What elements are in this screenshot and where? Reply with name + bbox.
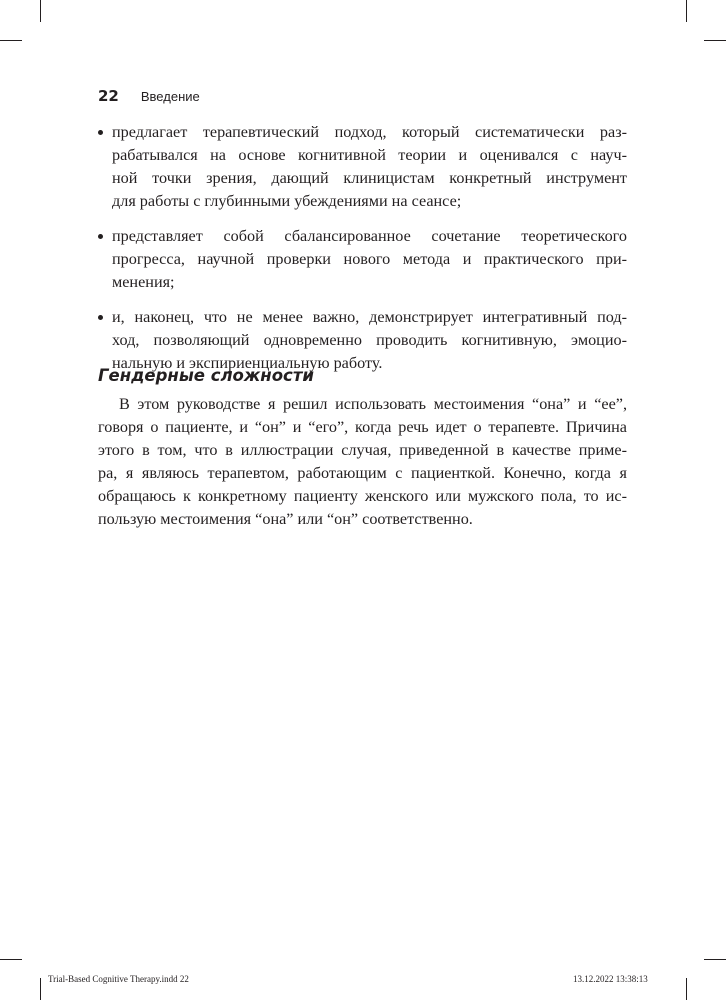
- crop-mark-bottom-left: [40, 978, 41, 1000]
- text-line: представляет собой сбалансированное сочетание теоретического: [112, 227, 627, 245]
- list-item: [112, 121, 627, 213]
- page-number: 22: [98, 87, 119, 105]
- text-line: нальную и экспириенциальную работу.: [112, 354, 383, 372]
- file-slug: Trial-Based Cognitive Therapy.indd 22: [48, 974, 189, 984]
- list-item: [112, 225, 627, 294]
- bullet-icon: [98, 234, 103, 239]
- text-line: рабатывался на основе когнитивной теории и оценивался с науч-: [112, 146, 627, 164]
- bullet-icon: [98, 315, 103, 320]
- bullet-icon: [98, 130, 103, 135]
- body-paragraph: [98, 393, 627, 531]
- date-slug: 13.12.2022 13:38:13: [573, 974, 648, 984]
- text-line: ра, я являюсь терапевтом, работающим с пациенткой. Конечно, когда я: [98, 464, 627, 482]
- running-head: Введение: [140, 89, 200, 104]
- text-line: прогресса, научной проверки нового метода и практического при-: [112, 250, 627, 268]
- section-heading: Гендерные сложности: [98, 366, 314, 385]
- crop-mark-bottom-right: [686, 978, 687, 1000]
- text-line: ход, позволяющий одновременно проводить когнитивную, эмоцио-: [112, 331, 627, 349]
- text-line: этого в том, что в иллюстрации случая, приведенной в качестве приме-: [98, 441, 627, 459]
- text-line: менения;: [112, 273, 175, 291]
- text-line: предлагает терапевтический подход, который систематически раз-: [112, 123, 627, 141]
- text-line: говоря о пациенте, и “он” и “его”, когда речь идет о терапевте. Причина: [98, 418, 627, 436]
- crop-mark-right-top: [704, 40, 726, 41]
- list-item: [112, 306, 627, 375]
- crop-mark-left-top: [0, 40, 22, 41]
- text-line: и, наконец, что не менее важно, демонстрирует интегративный под-: [112, 308, 627, 326]
- crop-mark-top-left: [40, 0, 41, 22]
- crop-mark-right-bottom: [704, 959, 726, 960]
- page-header: [98, 87, 200, 105]
- bullet-list: [112, 121, 627, 387]
- text-line: для работы с глубинными убеждениями на сеансе;: [112, 192, 462, 210]
- crop-mark-left-bottom: [0, 959, 22, 960]
- text-line: В этом руководстве я решил использовать местоимения “она” и “ее”,: [119, 395, 627, 413]
- text-line: пользую местоимения “она” или “он” соответственно.: [98, 510, 473, 528]
- text-line: ной точки зрения, дающий клиницистам конкретный инструмент: [112, 169, 627, 187]
- text-line: обращаюсь к конкретному пациенту женского или мужского пола, то ис-: [98, 487, 627, 505]
- crop-mark-top-right: [686, 0, 687, 22]
